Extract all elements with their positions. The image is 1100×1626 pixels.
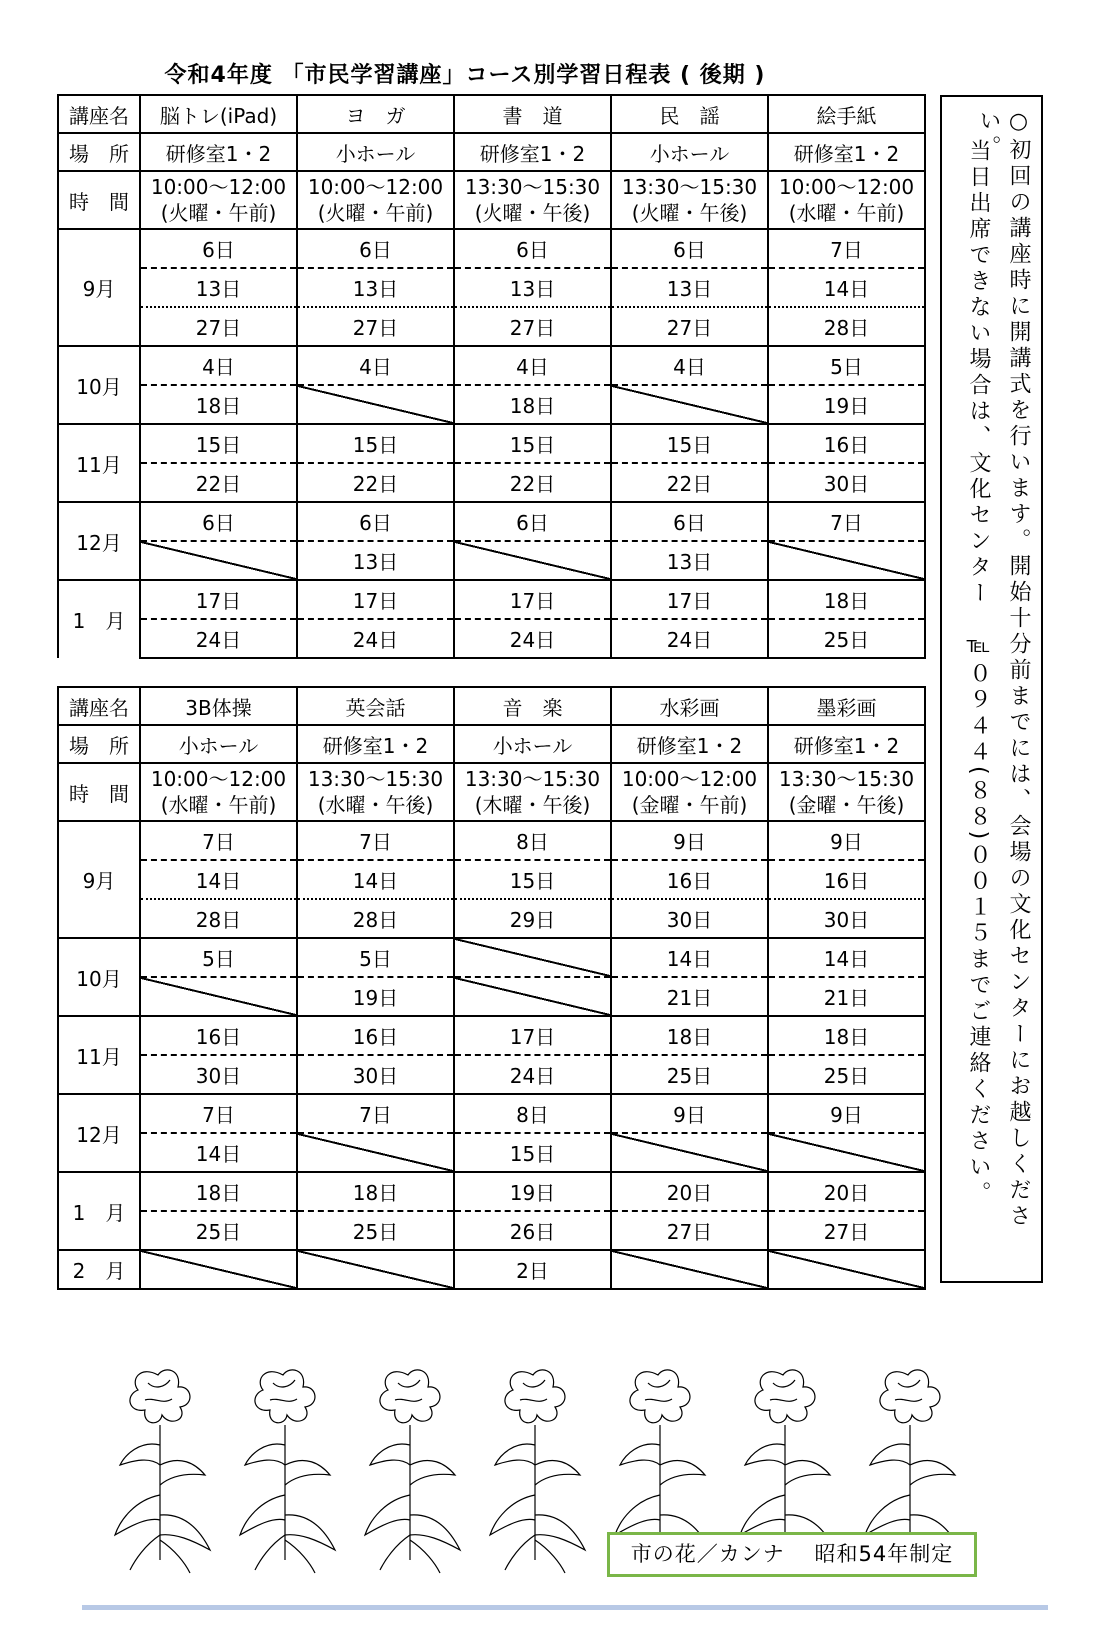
schedule-table-1 <box>57 94 926 659</box>
class-date: 29日 <box>454 899 611 938</box>
class-date: 24日 <box>454 619 611 658</box>
class-date: 17日 <box>454 580 611 619</box>
note-line-1: ○初回の講座時に開講式を行います。開始十分前までには、会場の文化センターにお越しください。 <box>976 109 1031 1230</box>
class-date: 19日 <box>768 385 925 424</box>
class-date: 6日 <box>611 502 768 541</box>
class-date: 15日 <box>454 1133 611 1172</box>
class-date: 5日 <box>297 938 454 977</box>
class-date: 13日 <box>611 268 768 307</box>
class-date: 14日 <box>297 860 454 899</box>
course-place: 研修室1・2 <box>611 725 768 763</box>
course-name: 書 道 <box>454 95 611 133</box>
class-date: 20日 <box>768 1172 925 1211</box>
class-date: 30日 <box>297 1055 454 1094</box>
class-date: 30日 <box>140 1055 297 1094</box>
no-class-slash <box>454 541 611 580</box>
course-place: 研修室1・2 <box>768 725 925 763</box>
month-label: 11月 <box>58 424 140 502</box>
class-date: 9日 <box>768 1094 925 1133</box>
course-name: 英会話 <box>297 687 454 725</box>
no-class-slash <box>297 385 454 424</box>
class-date: 22日 <box>140 463 297 502</box>
class-date: 22日 <box>611 463 768 502</box>
class-date: 7日 <box>297 1094 454 1133</box>
class-date: 2日 <box>454 1250 611 1289</box>
bottom-divider <box>82 1605 1048 1610</box>
class-date: 21日 <box>611 977 768 1016</box>
month-label: 1 月 <box>58 1172 140 1250</box>
course-place: 研修室1・2 <box>297 725 454 763</box>
time-range: 10:00～12:00 <box>307 175 444 199</box>
class-date: 7日 <box>297 821 454 860</box>
class-date: 18日 <box>454 385 611 424</box>
course-place: 研修室1・2 <box>768 133 925 171</box>
course-name: ヨ ガ <box>297 95 454 133</box>
class-date: 25日 <box>768 1055 925 1094</box>
class-date: 18日 <box>768 1016 925 1055</box>
course-place: 研修室1・2 <box>140 133 297 171</box>
class-date: 6日 <box>140 229 297 268</box>
class-date: 7日 <box>768 502 925 541</box>
no-class-slash <box>768 1250 925 1289</box>
class-date: 13日 <box>140 268 297 307</box>
class-date: 27日 <box>611 307 768 346</box>
class-date: 13日 <box>454 268 611 307</box>
class-date: 14日 <box>140 860 297 899</box>
class-date: 6日 <box>454 502 611 541</box>
class-date: 28日 <box>140 899 297 938</box>
time-range: 13:30～15:30 <box>307 767 444 791</box>
class-date: 25日 <box>768 619 925 658</box>
class-date: 16日 <box>768 860 925 899</box>
time-day: (水曜・午前) <box>788 201 905 225</box>
class-date: 25日 <box>140 1211 297 1250</box>
class-date: 9日 <box>611 821 768 860</box>
class-date: 6日 <box>297 502 454 541</box>
class-date: 27日 <box>140 307 297 346</box>
no-class-slash <box>140 977 297 1016</box>
class-date: 22日 <box>297 463 454 502</box>
course-time <box>611 171 768 229</box>
class-date: 14日 <box>768 938 925 977</box>
no-class-slash <box>297 1133 454 1172</box>
class-date: 6日 <box>454 229 611 268</box>
month-label: 2 月 <box>58 1250 140 1289</box>
class-date: 24日 <box>611 619 768 658</box>
class-date: 21日 <box>768 977 925 1016</box>
class-date: 9日 <box>611 1094 768 1133</box>
class-date: 20日 <box>611 1172 768 1211</box>
class-date: 27日 <box>297 307 454 346</box>
course-time <box>611 763 768 821</box>
course-time <box>297 171 454 229</box>
time-range: 10:00～12:00 <box>621 767 758 791</box>
class-date: 15日 <box>297 424 454 463</box>
course-place: 小ホール <box>611 133 768 171</box>
class-date: 25日 <box>297 1211 454 1250</box>
class-date: 15日 <box>611 424 768 463</box>
no-class-slash <box>297 1250 454 1289</box>
class-date: 17日 <box>611 580 768 619</box>
time-day: (火曜・午後) <box>474 201 591 225</box>
schedule-table-2 <box>57 686 926 1290</box>
time-day: (金曜・午前) <box>631 793 748 817</box>
class-date: 6日 <box>611 229 768 268</box>
course-name: 墨彩画 <box>768 687 925 725</box>
month-label: 12月 <box>58 1094 140 1172</box>
month-label: 12月 <box>58 502 140 580</box>
course-time <box>768 171 925 229</box>
class-date: 16日 <box>297 1016 454 1055</box>
course-place: 研修室1・2 <box>454 133 611 171</box>
class-date: 30日 <box>768 463 925 502</box>
class-date: 24日 <box>140 619 297 658</box>
class-date: 27日 <box>454 307 611 346</box>
class-date: 18日 <box>140 1172 297 1211</box>
course-name: 絵手紙 <box>768 95 925 133</box>
class-date: 9日 <box>768 821 925 860</box>
class-date: 14日 <box>768 268 925 307</box>
row-label: 時 間 <box>58 171 140 229</box>
class-date: 16日 <box>140 1016 297 1055</box>
time-range: 10:00～12:00 <box>150 175 287 199</box>
course-time <box>454 171 611 229</box>
month-label: 1 月 <box>58 580 140 658</box>
class-date: 13日 <box>297 541 454 580</box>
course-time <box>140 763 297 821</box>
class-date: 17日 <box>454 1016 611 1055</box>
course-name: 脳トレ(iPad) <box>140 95 297 133</box>
month-label: 11月 <box>58 1016 140 1094</box>
no-class-slash <box>611 1250 768 1289</box>
no-class-slash <box>454 977 611 1016</box>
class-date: 5日 <box>140 938 297 977</box>
class-date: 18日 <box>768 580 925 619</box>
course-time <box>768 763 925 821</box>
time-day: (水曜・午前) <box>160 793 277 817</box>
time-range: 13:30～15:30 <box>464 767 601 791</box>
class-date: 13日 <box>297 268 454 307</box>
class-date: 19日 <box>454 1172 611 1211</box>
class-date: 18日 <box>297 1172 454 1211</box>
class-date: 4日 <box>454 346 611 385</box>
time-day: (木曜・午後) <box>474 793 591 817</box>
course-name: 音 楽 <box>454 687 611 725</box>
class-date: 22日 <box>454 463 611 502</box>
no-class-slash <box>454 938 611 977</box>
class-date: 7日 <box>140 1094 297 1133</box>
row-label: 場 所 <box>58 133 140 171</box>
time-day: (金曜・午後) <box>788 793 905 817</box>
class-date: 8日 <box>454 1094 611 1133</box>
row-label: 講座名 <box>58 687 140 725</box>
time-range: 13:30～15:30 <box>464 175 601 199</box>
class-date: 6日 <box>297 229 454 268</box>
class-date: 17日 <box>297 580 454 619</box>
class-date: 18日 <box>611 1016 768 1055</box>
class-date: 15日 <box>140 424 297 463</box>
class-date: 14日 <box>611 938 768 977</box>
class-date: 19日 <box>297 977 454 1016</box>
class-date: 27日 <box>768 1211 925 1250</box>
class-date: 24日 <box>297 619 454 658</box>
city-flower-caption: 市の花／カンナ 昭和54年制定 <box>607 1532 977 1577</box>
time-range: 13:30～15:30 <box>778 767 915 791</box>
time-day: (水曜・午後) <box>317 793 434 817</box>
class-date: 28日 <box>297 899 454 938</box>
class-date: 30日 <box>768 899 925 938</box>
class-date: 4日 <box>611 346 768 385</box>
class-date: 16日 <box>768 424 925 463</box>
class-date: 15日 <box>454 424 611 463</box>
class-date: 13日 <box>611 541 768 580</box>
month-label: 9月 <box>58 821 140 938</box>
class-date: 7日 <box>140 821 297 860</box>
time-day: (火曜・午前) <box>160 201 277 225</box>
month-label: 10月 <box>58 346 140 424</box>
class-date: 7日 <box>768 229 925 268</box>
class-date: 28日 <box>768 307 925 346</box>
no-class-slash <box>140 541 297 580</box>
page-title: 令和4年度 「市民学習講座」コース別学習日程表 ( 後期 ) <box>164 63 766 88</box>
class-date: 24日 <box>454 1055 611 1094</box>
class-date: 8日 <box>454 821 611 860</box>
row-label: 時 間 <box>58 763 140 821</box>
no-class-slash <box>611 1133 768 1172</box>
note-box <box>940 95 1043 1283</box>
time-range: 10:00～12:00 <box>778 175 915 199</box>
course-time <box>140 171 297 229</box>
class-date: 4日 <box>297 346 454 385</box>
time-range: 10:00～12:00 <box>150 767 287 791</box>
no-class-slash <box>768 541 925 580</box>
class-date: 5日 <box>768 346 925 385</box>
time-range: 13:30～15:30 <box>621 175 758 199</box>
row-label: 講座名 <box>58 95 140 133</box>
course-place: 小ホール <box>140 725 297 763</box>
class-date: 6日 <box>140 502 297 541</box>
course-time <box>454 763 611 821</box>
course-place: 小ホール <box>297 133 454 171</box>
class-date: 16日 <box>611 860 768 899</box>
class-date: 25日 <box>611 1055 768 1094</box>
no-class-slash <box>611 385 768 424</box>
course-name: 3B体操 <box>140 687 297 725</box>
time-day: (火曜・午前) <box>317 201 434 225</box>
class-date: 17日 <box>140 580 297 619</box>
class-date: 27日 <box>611 1211 768 1250</box>
class-date: 30日 <box>611 899 768 938</box>
class-date: 18日 <box>140 385 297 424</box>
course-time <box>297 763 454 821</box>
course-name: 水彩画 <box>611 687 768 725</box>
class-date: 15日 <box>454 860 611 899</box>
time-day: (火曜・午後) <box>631 201 748 225</box>
class-date: 14日 <box>140 1133 297 1172</box>
row-label: 場 所 <box>58 725 140 763</box>
month-label: 9月 <box>58 229 140 346</box>
no-class-slash <box>768 1133 925 1172</box>
note-line-2: 当日出席できない場合は、文化センター ℡０９４４(８８)００１５までご連絡ください。 <box>966 139 991 1208</box>
month-label: 10月 <box>58 938 140 1016</box>
course-name: 民 謡 <box>611 95 768 133</box>
class-date: 26日 <box>454 1211 611 1250</box>
course-place: 小ホール <box>454 725 611 763</box>
no-class-slash <box>140 1250 297 1289</box>
class-date: 4日 <box>140 346 297 385</box>
